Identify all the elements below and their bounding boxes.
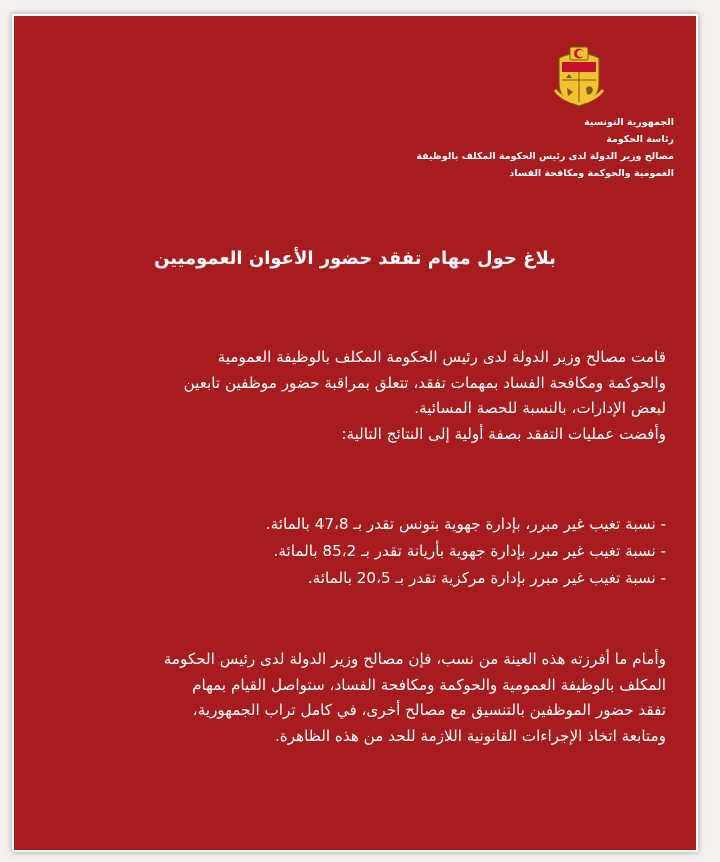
header-country: الجمهورية التونسية [584,117,674,128]
paragraph-line: وأفضت عمليات التفقد بصفة أولية إلى النتائج التالية: [341,424,666,443]
paragraph-line: ومتابعة اتخاذ الإجراءات القانونية اللازمة للحد من هذه الظاهرة. [274,726,666,745]
header-office-line1: مصالح وزير الدولة لدى رئيس الحكومة المكلف بالوظيفة [416,151,674,162]
results-list [36,511,666,592]
result-item-tunis: - نسبة تغيب غير مبرر، بإدارة جهوية بتونس تقدر بـ 47،8 بالمائة. [265,515,666,533]
paragraph-line: المكلف بالوظيفة العمومية والحوكمة ومكافحة الفساد، ستواصل القيام بمهام [192,675,666,694]
paragraph-line: والحوكمة ومكافحة الفساد بمهمات تفقد، تتعلق بمراقبة حضور موظفين تابعين [183,373,666,392]
result-item-ariana: - نسبة تغيب غير مبرر بإدارة جهوية بأريانة تقدر بـ 85،2 بالمائة. [273,542,666,560]
header-presidency: رئاسة الحكومة [606,134,674,145]
paragraph-line: لبعض الإدارات، بالنسبة للحصة المسائية. [414,399,666,417]
page-title: بلاغ حول مهام تفقد حضور الأعوان العموميين [154,248,556,269]
statement-card [12,14,698,852]
paragraph-line: تفقد حضور الموظفين بالتنسيق مع مصالح أخرى، في كامل تراب الجمهورية، [192,701,666,719]
intro-paragraph [36,345,666,447]
ministry-header [374,114,674,182]
closing-paragraph [36,647,666,749]
paragraph-line: قامت مصالح وزير الدولة لدى رئيس الحكومة المكلف بالوظيفة العمومية [217,348,666,366]
paragraph-line: وأمام ما أفرزته هذه العينة من نسب، فإن مصالح وزير الدولة لدى رئيس الحكومة [163,650,666,668]
header-office-line2: العمومية والحوكمة ومكافحة الفساد [509,168,674,179]
tunisia-coat-of-arms-icon [551,44,607,108]
result-item-central: - نسبة تغيب غير مبرر بإدارة مركزية تقدر بـ 20،5 بالمائة. [307,569,666,587]
